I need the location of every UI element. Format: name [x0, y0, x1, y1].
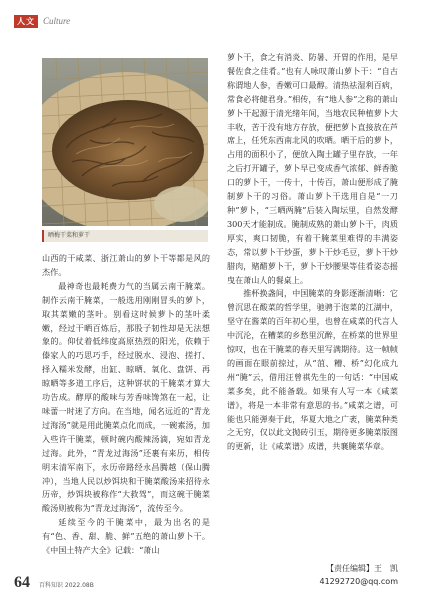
- caption-accent-bar: [42, 230, 44, 242]
- paragraph: 推杯换盏间，中国腌菜的身影逐渐清晰：它曾沉思在酸菜的哲学里，驰骋于泡菜的江湖中，坚守在酱菜的百年初心里，也曾在咸菜的代言人中沉沦，在糟菜的乡愁里沉醉，在桥菜的世界里惊叹，也在干腌菜的春天里写满期待。这一帧帧的画面在眼前掠过，从“菹、糟、桥”幻化成九州“腌”云，借用汪曾祺先生的一句话：“中国咸菜多矣，此不能备载。如果有人写一本《咸菜谱》，将是一本非常有意思的书。”咸菜之谱，可能也只能弹奏于此，华夏大地之广袤，腌菜种类之无穷，仅以此文抛砖引玉，期待更多腌菜版图的更新，让《咸菜谱》成谱，共襄腌菜华章。: [227, 288, 398, 452]
- photo-caption: [42, 230, 208, 242]
- paragraph: 最神奇也最耗费力气的当属云南干腌菜。制作云南干腌菜，一般选用刚刚冒头的萝卜，取其菜嫩的茎叶。别看这时候萝卜的茎叶柔嫩，经过干晒百炼后，那股子韧性却是无法想象的。仰仗着低纬度高原热烈的阳光，依赖于傣家人的巧思巧手，经过脱水、浸泡、搓打、择入糯米发酵，出缸、晾晒、氧化、盘饼、再晾晒等多道工序后，这种饼状的干腌菜才算大功告成。酵厚的酸味与芳香味馋煞在一起，让味蕾一时迷了方向。在当地，闻名远近的“青龙过海汤”就是用此腌菜点化而成，一碗素汤，加入些许干腌菜，顿时碗内酸辣汤滴，宛如青龙过海。此外，“青龙过海汤”还裹有来历，相传明末清军南下，永历帝路经永昌腾越（保山腾冲），当地人民以炒饵块和干腌菜酸汤来招待永历帝，炒饵块被称作“大救驾”，而这碗干腌菜酸汤则被称为“青龙过海汤”，流传至今。: [42, 280, 210, 514]
- caption-text: 晒梅干菜和萝干: [48, 232, 91, 239]
- section-label-en: Culture: [43, 16, 71, 26]
- right-text-column: [227, 51, 398, 454]
- paragraph: 山西的干咸菜、浙江萧山的萝卜干等都是风的杰作。: [42, 253, 210, 277]
- left-text-column: [42, 252, 210, 558]
- publication-info: 百科知识 2022.08B: [39, 582, 94, 589]
- editor-credit: 【责任编辑】王 凯: [326, 564, 398, 573]
- section-header: [14, 14, 70, 28]
- drying-vegetables-photo: [42, 58, 208, 226]
- section-badge: 人文: [14, 15, 38, 28]
- paragraph: 萝卜干，食之有消炎、防暑、开胃的作用，是早餐佐食之佳肴。”也有人咏叹萧山萝卜干：“自古称谓地人参，香嫩可口最醇。清热祛湿利百病，常食必将健君身。”相传，有“地人参”之称的萧山萝卜干起源于清光绪年间，当地农民种植萝卜大丰收，苦于没有地方存放，便把萝卜直接放在芦席上，任凭东西南北风的吹晒。晒干后的萝卜，占用的面积小了，便放入陶土罐子里存放，一年之后打开罐子，萝卜早已变成香气浓郁、鲜香脆口的萝卜干，一传十，十传百，萧山便形成了腌制萝卜干的习俗。萧山萝卜干选用自是“一刀种”萝卜，“三晒两腌”后装入陶坛里，自然发酵300天才能制成。腌制成熟的萧山萝卜干，肉质厚实，爽口韧脆，有着干腌菜里难得的丰满姿态，常以萝卜干炒蛋，萝卜干炒毛豆，萝卜干炒腊肉，赌醋萝卜干，萝卜干炒腰果等佳肴姿态摇曳在萧山人的餐桌上。: [227, 52, 398, 285]
- paragraph: 延续至今的干腌菜中，最为出名的是有“色、香、甜、脆、鲜”五绝的萧山萝卜干。《中国土特产大全》记载：“萧山: [42, 517, 210, 556]
- editor-email: 41292720@qq.com: [319, 577, 398, 586]
- page-number: 64: [14, 574, 30, 591]
